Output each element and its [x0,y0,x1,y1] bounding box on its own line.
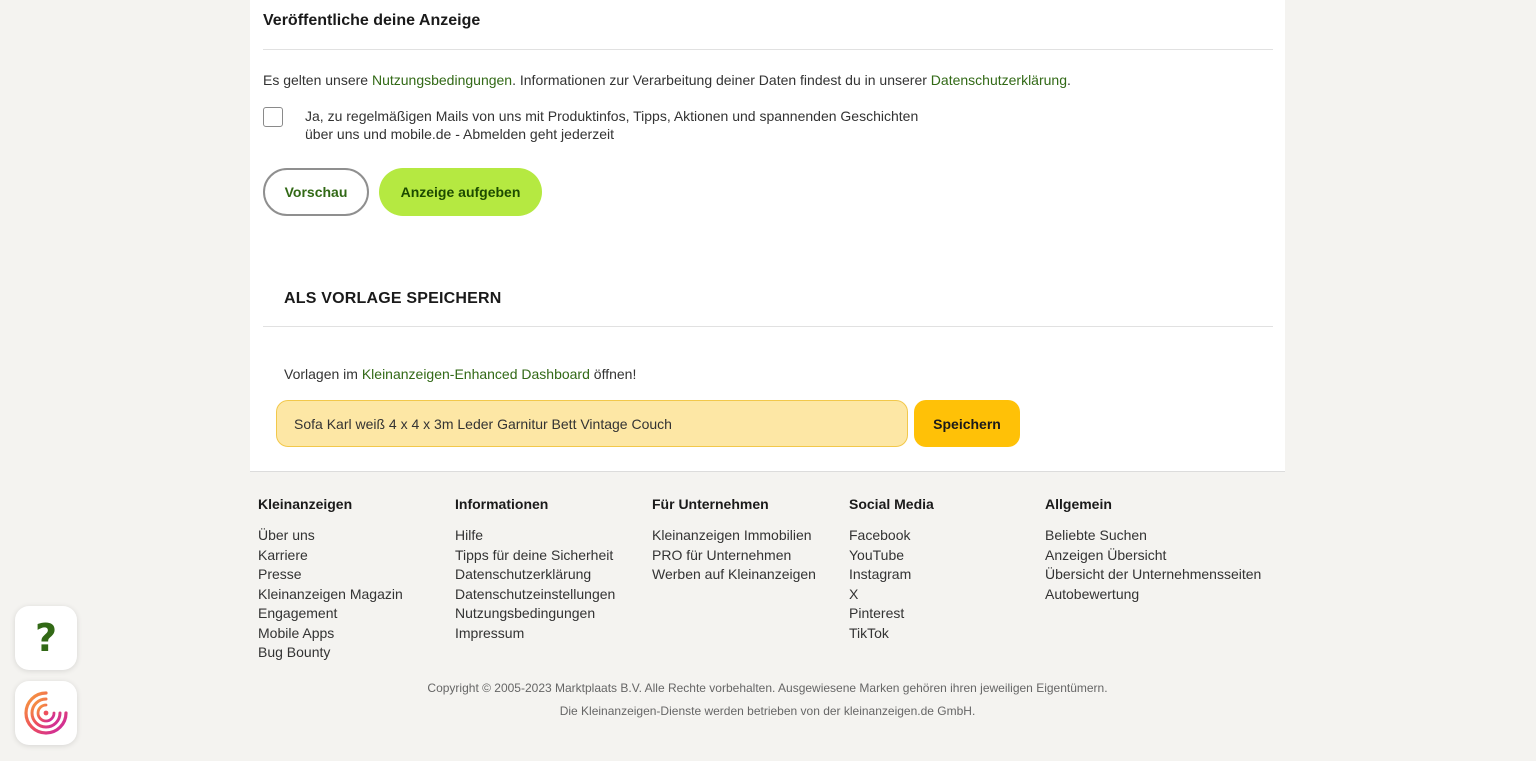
operator-text: Die Kleinanzeigen-Dienste werden betrieben von der kleinanzeigen.de GmbH. [559,704,976,718]
footer-column-title: Für Unternehmen [652,496,769,512]
privacy-link[interactable]: Datenschutzerklärung [930,72,1067,88]
footer-column-social-media [849,496,934,643]
template-info-text [284,366,636,382]
footer-link[interactable]: Presse [258,566,302,582]
footer-link[interactable]: Autobewertung [1045,585,1140,602]
template-text-prefix: Vorlagen im [284,366,362,382]
footer-column-title: Allgemein [1045,496,1112,512]
newsletter-line-1: Ja, zu regelmäßigen Mails von uns mit Produktinfos, Tipps, Aktionen und spannenden Geschichten [305,108,919,124]
footer-link[interactable]: Anzeigen Übersicht [1045,546,1167,563]
footer-link[interactable]: Mobile Apps [258,624,335,641]
footer-link[interactable]: Bug Bounty [258,644,331,660]
dashboard-link[interactable]: Kleinanzeigen-Enhanced Dashboard [361,366,590,382]
footer-link[interactable]: Kleinanzeigen Immobilien [652,527,812,543]
footer-link[interactable]: PRO für Unternehmen [652,546,792,563]
footer-link[interactable]: Über uns [258,527,315,543]
footer-column-unternehmen [652,496,816,585]
save-template-title: ALS VORLAGE SPEICHERN [284,290,502,307]
footer-link[interactable]: Impressum [455,624,525,641]
footer-link[interactable]: Engagement [258,605,338,621]
assistant-button[interactable] [15,681,77,745]
footer-link[interactable]: Übersicht der Unternehmensseiten [1045,566,1262,582]
newsletter-checkbox[interactable] [263,107,283,127]
footer-link[interactable]: YouTube [849,546,905,563]
publish-card [250,0,1285,472]
footer-column-kleinanzeigen [258,496,403,663]
preview-button[interactable]: Vorschau [263,168,369,216]
divider [263,49,1273,50]
template-name-input[interactable]: Sofa Karl weiß 4 x 4 x 3m Leder Garnitur Bett Vintage Couch [276,400,908,447]
newsletter-line-2: über uns und mobile.de - Abmelden geht jederzeit [305,126,614,142]
footer-link[interactable]: Pinterest [849,605,905,621]
footer-link[interactable]: Datenschutzeinstellungen [455,585,616,602]
footer-column-allgemein [1045,496,1261,604]
newsletter-label[interactable] [305,107,1005,143]
publish-ad-button[interactable]: Anzeige aufgeben [379,168,542,216]
help-button[interactable] [15,606,77,670]
footer-link[interactable]: Datenschutzerklärung [455,566,592,582]
footer-link[interactable]: Instagram [849,566,912,582]
copyright-text: Copyright © 2005-2023 Marktplaats B.V. Alle Rechte vorbehalten. Ausgewiesene Marken gehören ihren jeweiligen Eigentümern. [427,681,1108,695]
footer-column-title: Kleinanzeigen [258,496,353,512]
publish-title: Veröffentliche deine Anzeige [263,12,481,29]
footer-link[interactable]: Hilfe [455,527,484,543]
save-template-button[interactable]: Speichern [914,400,1020,447]
template-text-suffix: öffnen! [589,366,637,382]
footer-link[interactable]: Tipps für deine Sicherheit [455,546,614,563]
footer-link[interactable]: Werben auf Kleinanzeigen [652,566,816,582]
footer-link[interactable]: TikTok [849,624,889,641]
footer-column-title: Informationen [455,496,549,512]
footer-link[interactable]: Facebook [849,527,911,543]
question-mark-icon: ? [34,616,58,660]
footer-link[interactable]: Karriere [258,546,308,563]
terms-middle: . Informationen zur Verarbeitung deiner Daten findest du in unserer [512,72,931,88]
footer-column-informationen [455,496,615,643]
terms-text [263,72,1071,88]
footer-column-title: Social Media [849,496,934,512]
terms-prefix: Es gelten unsere [263,72,372,88]
terms-link[interactable]: Nutzungsbedingungen [371,72,513,88]
footer-link[interactable]: Beliebte Suchen [1045,527,1147,543]
spiral-logo-icon [23,690,69,736]
terms-suffix: . [1066,72,1071,88]
divider [263,326,1273,327]
footer-link[interactable]: Kleinanzeigen Magazin [258,585,403,602]
footer-link[interactable]: X [849,585,859,602]
footer-link[interactable]: Nutzungsbedingungen [455,605,596,621]
